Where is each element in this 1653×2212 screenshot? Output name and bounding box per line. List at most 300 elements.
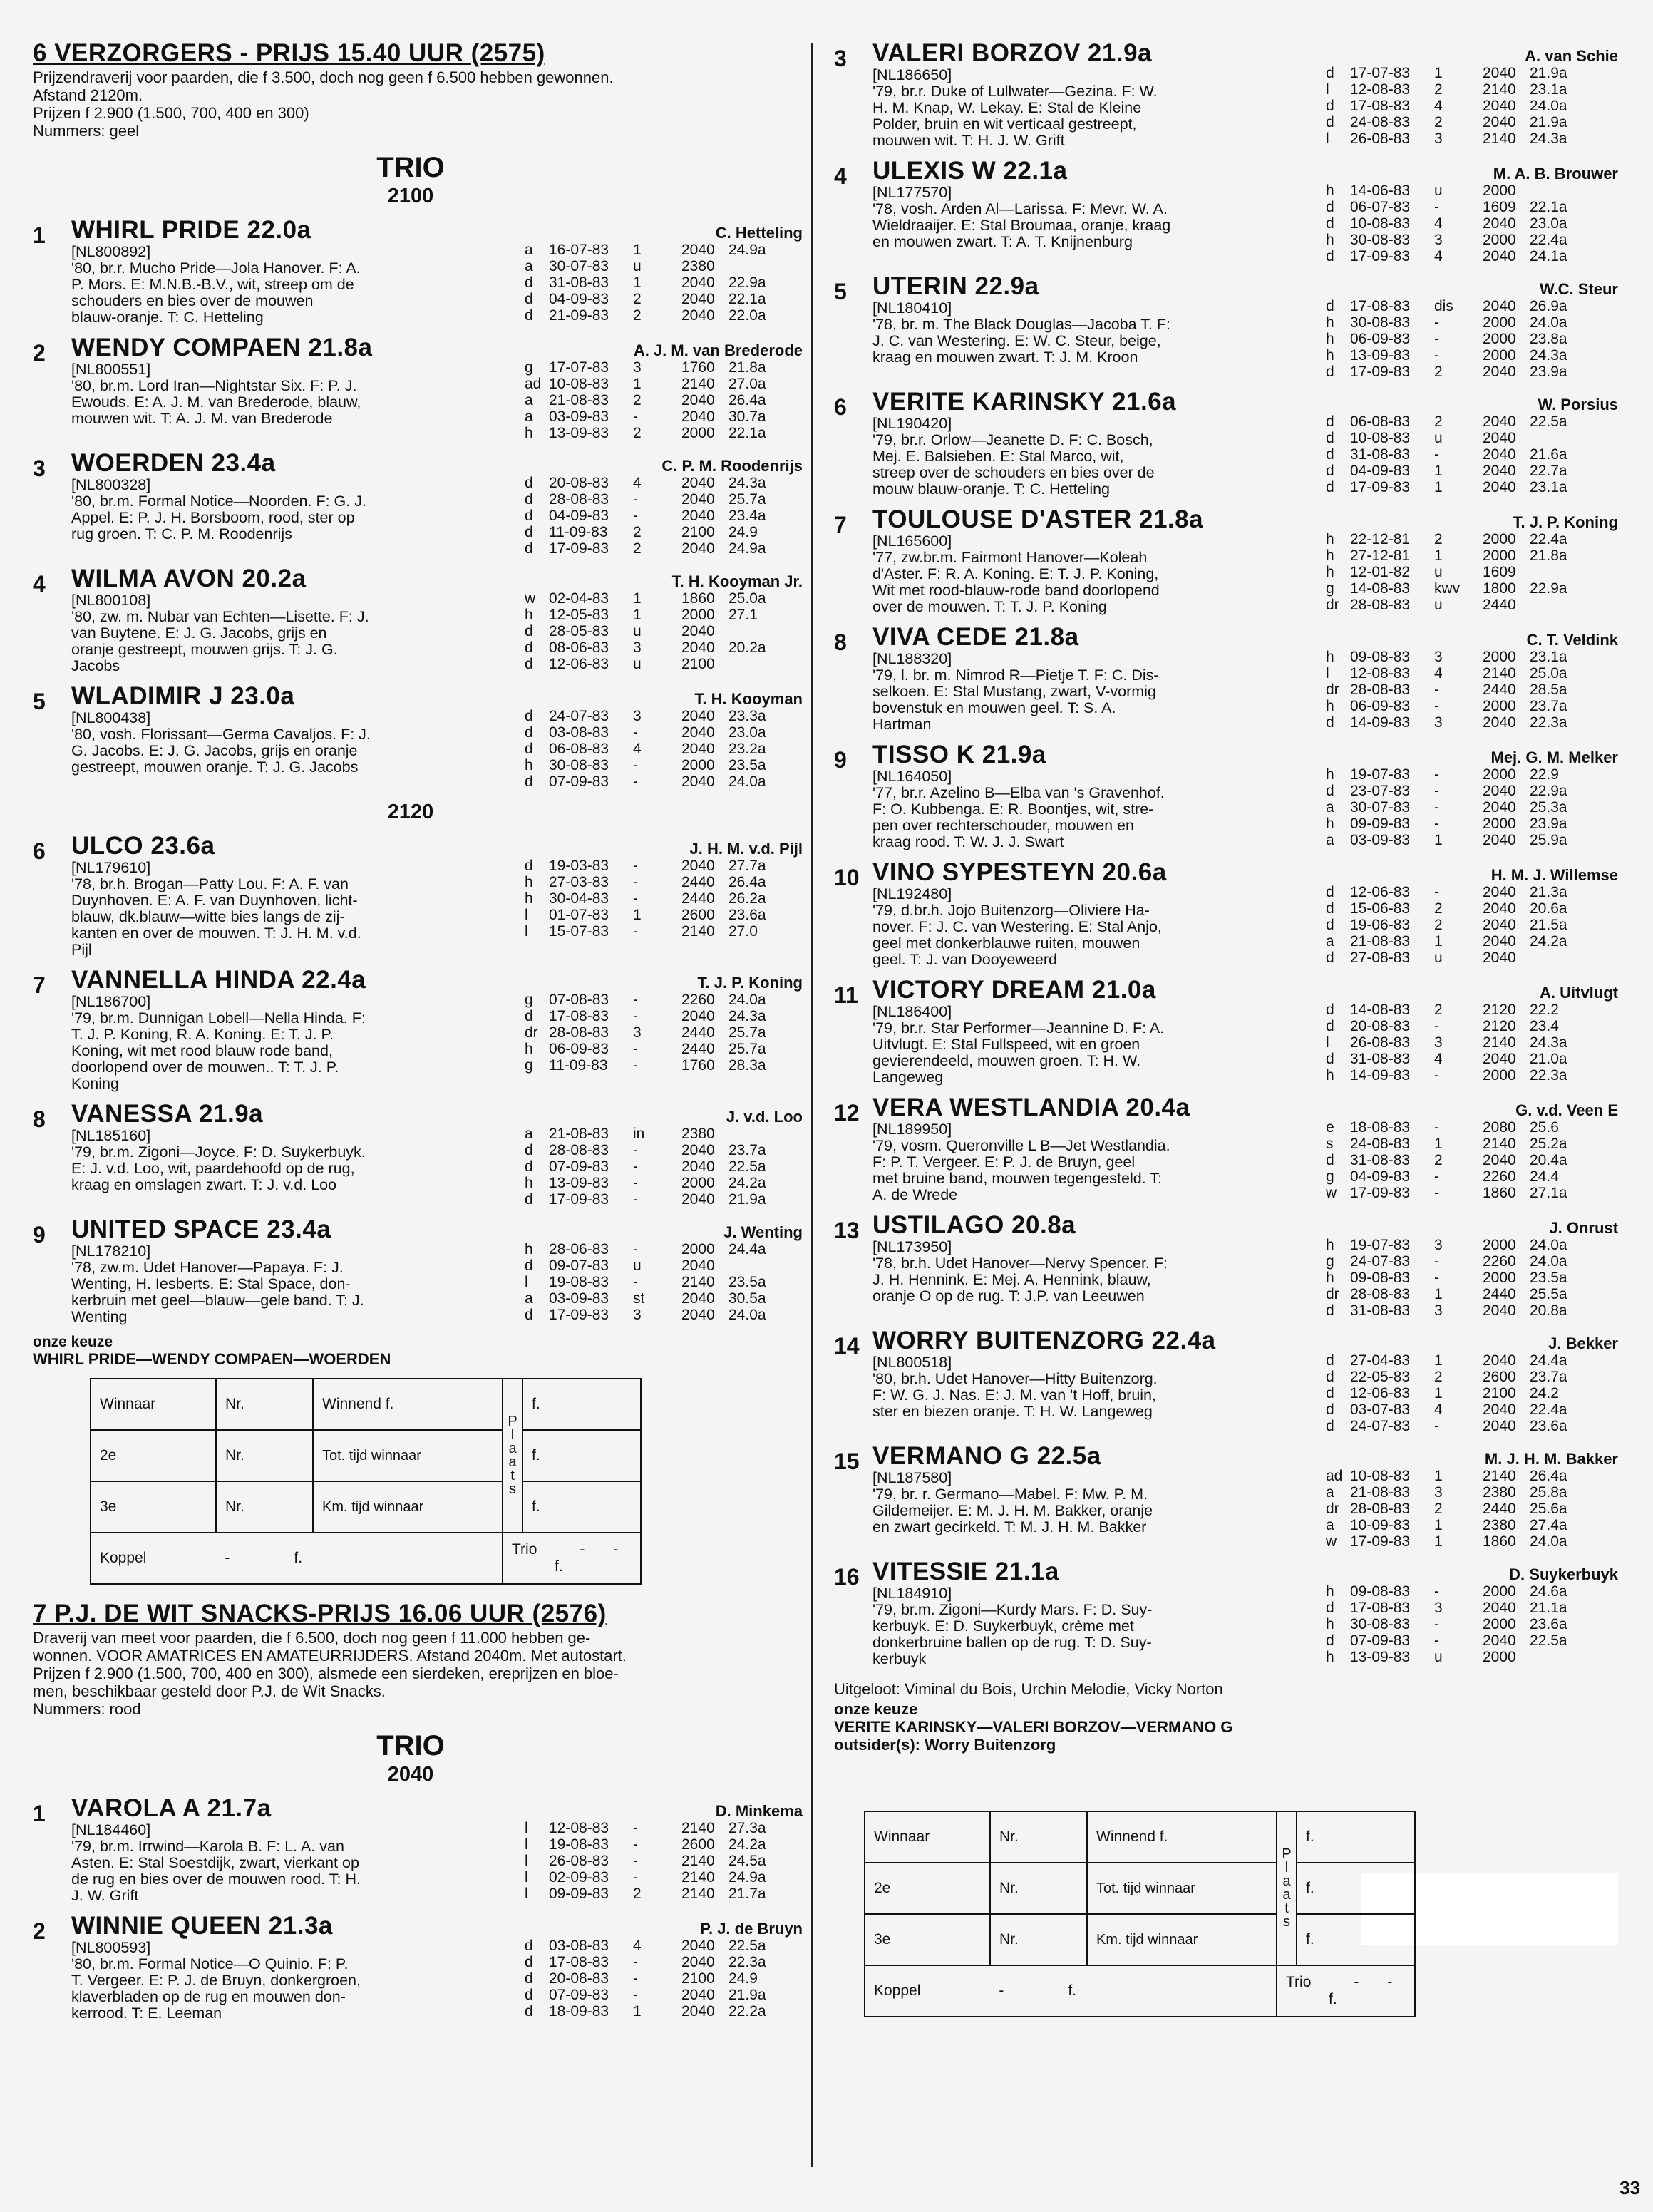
track-code: d [1326, 215, 1334, 232]
horse-detail-line: van Buytene. E: J. G. Jacobs, grijs en [71, 624, 327, 642]
track-code: d [525, 1307, 533, 1323]
track-code: l [1326, 130, 1329, 147]
placing: 4 [1434, 248, 1443, 264]
placing: 1 [633, 376, 642, 392]
km-time: 27.0a [728, 376, 766, 392]
km-time: 23.5a [1530, 1270, 1567, 1286]
second-cell: 2e [91, 1430, 216, 1481]
dash: - [225, 1550, 230, 1566]
horse-detail-line: [NL179610] [71, 859, 151, 876]
result-row [1326, 1385, 1618, 1401]
placing: 1 [1434, 65, 1443, 81]
horse-info [71, 1216, 520, 1325]
km-time: 27.7a [728, 858, 766, 874]
km-time: 21.9a [728, 1987, 766, 2003]
horse-body [71, 334, 803, 441]
horse-name: WHIRL PRIDE 22.0a [71, 216, 311, 244]
track-code: d [1326, 413, 1334, 430]
result-row [525, 1191, 803, 1208]
race-date: 18-09-83 [549, 2003, 609, 2020]
placing: u [1434, 182, 1443, 199]
race-date: 11-09-83 [549, 524, 608, 540]
result-row [525, 475, 803, 491]
horse-driver: C. T. Veldink [1526, 631, 1618, 649]
race-distance: 2100 [681, 656, 715, 672]
horse-body [71, 565, 803, 674]
track-code: d [525, 656, 533, 672]
distance-heading: 2100 [387, 185, 434, 207]
result-row [1326, 413, 1618, 430]
race-date: 01-07-83 [549, 907, 609, 923]
description-line: wonnen. VOOR AMATRICES EN AMATEURRIJDERS. Afstand 2040m. Met autostart. [33, 1647, 627, 1665]
horse-info [71, 833, 520, 958]
horse-body [872, 1327, 1618, 1434]
horse-name: UNITED SPACE 23.4a [71, 1215, 331, 1243]
race-date: 14-06-83 [1350, 182, 1411, 199]
placing: - [1434, 681, 1439, 698]
race-date: 13-09-83 [1350, 347, 1411, 364]
horse-number: 7 [834, 512, 847, 537]
km-time: 24.0a [728, 773, 766, 790]
horse-entry [834, 1327, 1618, 1434]
track-code: l [525, 1853, 528, 1869]
result-row [1326, 130, 1618, 147]
race-distance: 2000 [681, 1241, 715, 1257]
result-row [1326, 347, 1618, 364]
horse-detail-line: [NL186400] [872, 1003, 952, 1020]
race-distance: 2040 [681, 1307, 715, 1323]
uitgeloot-note: Uitgeloot: Viminal du Bois, Urchin Melodie, Vicky Norton [834, 1680, 1223, 1698]
km-time: 23.7a [1530, 1369, 1567, 1385]
keuze-label: onze keuze [33, 1334, 113, 1350]
amount-cell: f. [522, 1430, 641, 1481]
race-date: 30-08-83 [549, 757, 609, 773]
race-date: 24-08-83 [1350, 1136, 1411, 1152]
horse-results [1326, 40, 1618, 149]
race-date: 03-09-83 [1350, 832, 1411, 848]
track-code: d [525, 508, 533, 524]
placing: 2 [633, 540, 642, 557]
dash: - [613, 1541, 619, 1558]
placing: - [1434, 1616, 1439, 1632]
track-code: l [525, 923, 528, 940]
horse-info [872, 977, 1322, 1086]
placing: - [633, 757, 638, 773]
description-line: Prijzendraverij voor paarden, die f 3.500, doch nog geen f 6.500 hebben gewonnen. [33, 68, 614, 86]
result-row [525, 623, 803, 639]
horse-entry [834, 40, 1618, 149]
result-row [1326, 98, 1618, 114]
placing: 2 [1434, 1501, 1443, 1517]
horse-detail-line: P. Mors. E: M.N.B.-B.V., wit, streep om de [71, 276, 354, 293]
horse-entry [33, 967, 803, 1092]
race-date: 10-08-83 [549, 376, 609, 392]
race-date: 10-08-83 [1350, 430, 1411, 446]
horse-body [71, 683, 803, 790]
track-code: d [525, 623, 533, 639]
horse-detail-line: '79, l. br. m. Nimrod R—Pietje T. F: C. Dis- [872, 667, 1159, 684]
horse-detail-line: d'Aster. F: R. A. Koning. E: T. J. P. Koning, [872, 565, 1159, 582]
horse-detail-line: en zwart gecirkeld. T: M. J. H. M. Bakker [872, 1518, 1147, 1535]
horse-detail-line: Uitvlugt. E: Stal Fullspeed, wit en groen [872, 1036, 1140, 1053]
result-row [1326, 1119, 1618, 1136]
race-date: 17-08-83 [1350, 298, 1411, 314]
placing: 2 [1434, 917, 1443, 933]
result-row [525, 741, 803, 757]
plaats-label: P l a a t s [1282, 1846, 1292, 1930]
horse-entry [33, 217, 803, 326]
horse-entry [834, 1443, 1618, 1550]
horse-detail-line: Polder, bruin en wit verticaal gestreept, [872, 115, 1137, 133]
km-time: 22.3a [728, 1954, 766, 1970]
placing: u [633, 1257, 642, 1274]
track-code: d [1326, 1002, 1334, 1018]
result-row [525, 773, 803, 790]
horse-results [1326, 506, 1618, 615]
track-code: d [525, 1158, 533, 1175]
horse-detail-line: '78, vosh. Arden Al—Larissa. F: Mevr. W. A. [872, 200, 1168, 217]
race-distance: 1860 [1483, 1185, 1516, 1201]
horse-number: 3 [834, 46, 847, 71]
placing: - [1434, 1185, 1439, 1201]
horse-number: 16 [834, 1564, 860, 1590]
placing: - [633, 890, 638, 907]
result-row [1326, 314, 1618, 331]
placing: 1 [1434, 547, 1443, 564]
horse-detail-line: nover. F: J. C. van Westering. E: Stal Anjo, [872, 918, 1162, 935]
horse-entry [33, 450, 803, 557]
result-row [1326, 1253, 1618, 1270]
km-time: 24.9 [728, 524, 758, 540]
track-code: h [525, 1241, 533, 1257]
horse-info [872, 1443, 1322, 1550]
race-distance: 2040 [681, 1158, 715, 1175]
result-row [1326, 114, 1618, 130]
horse-number: 2 [33, 1918, 46, 1944]
horse-info [872, 1558, 1322, 1667]
track-code: d [525, 491, 533, 508]
horse-detail-line: '78, br. m. The Black Douglas—Jacoba T. F: [872, 316, 1170, 333]
km-time: 22.9a [1530, 580, 1567, 597]
race-distance: 2040 [681, 408, 715, 425]
result-row [525, 1008, 803, 1024]
km-time: 22.3a [1530, 1067, 1567, 1084]
race-date: 12-08-83 [1350, 81, 1411, 98]
track-code: d [1326, 900, 1334, 917]
horse-detail-line: Appel. E: P. J. H. Borsboom, rood, ster op [71, 509, 355, 526]
placing: - [633, 1970, 638, 1987]
race7-description [33, 1629, 803, 1718]
horse-detail-line: [NL186650] [872, 66, 952, 83]
left-column [33, 40, 803, 2022]
km-time: 23.6a [1530, 1616, 1567, 1632]
race-date: 06-08-83 [1350, 413, 1411, 430]
track-code: d [1326, 463, 1334, 479]
track-code: d [525, 1954, 533, 1970]
track-code: d [525, 1257, 533, 1274]
race-distance: 2000 [1483, 698, 1516, 714]
km-time: 20.8a [1530, 1302, 1567, 1319]
track-code: d [525, 708, 533, 724]
race-distance: 2000 [1483, 649, 1516, 665]
race-date: 20-08-83 [549, 1970, 609, 1987]
result-row [1326, 1401, 1618, 1418]
track-code: a [1326, 1517, 1334, 1533]
race-distance: 2040 [681, 1142, 715, 1158]
horse-number: 5 [33, 689, 46, 714]
placing: - [633, 1142, 638, 1158]
race-date: 02-09-83 [549, 1869, 609, 1886]
result-row [525, 874, 803, 890]
km-time [1530, 1649, 1587, 1665]
km-time: 22.4a [1530, 232, 1567, 248]
placing: - [1434, 1067, 1439, 1084]
horse-detail-line: gestreept, mouwen oranje. T: J. G. Jacobs [71, 758, 359, 776]
horse-detail-line: [NL189950] [872, 1121, 952, 1138]
horse-driver: T. J. P. Koning [697, 974, 803, 992]
placing: 3 [1434, 1484, 1443, 1501]
track-code: e [1326, 1119, 1334, 1136]
race-distance: 2040 [681, 475, 715, 491]
horse-detail-line: [NL165600] [872, 533, 952, 550]
placing: - [1434, 314, 1439, 331]
horse-detail-line: '78, br.h. Brogan—Patty Lou. F: A. F. van [71, 875, 349, 892]
result-row [1326, 531, 1618, 547]
race-distance: 2120 [1483, 1018, 1516, 1034]
horse-name: VIVA CEDE 21.8a [872, 623, 1079, 651]
result-row [525, 1041, 803, 1057]
km-time: 25.7a [728, 1024, 766, 1041]
race-date: 03-08-83 [549, 724, 609, 741]
km-time: 21.6a [1530, 446, 1567, 463]
track-code: dr [1326, 1501, 1339, 1517]
km-time: 22.4a [1530, 1401, 1567, 1418]
km-time: 26.4a [1530, 1468, 1567, 1484]
result-row [1326, 1501, 1618, 1517]
race-distance: 2040 [681, 741, 715, 757]
result-row [525, 1987, 803, 2003]
track-code: d [1326, 65, 1334, 81]
horse-results [525, 1913, 803, 2022]
trio-label: Trio [1286, 1974, 1312, 1990]
track-code: d [525, 307, 533, 324]
placing: 1 [1434, 1352, 1443, 1369]
placing: - [1434, 1632, 1439, 1649]
race-date: 03-07-83 [1350, 1401, 1411, 1418]
km-time: 23.4 [1530, 1018, 1559, 1034]
placing: 2 [633, 307, 642, 324]
bet-form-race6 [90, 1378, 803, 1585]
result-row [1326, 1616, 1618, 1632]
km-time: 26.2a [728, 890, 766, 907]
placing: 3 [633, 639, 642, 656]
race-date: 14-08-83 [1350, 1002, 1411, 1018]
result-row [1326, 1369, 1618, 1385]
race-date: 06-09-83 [1350, 331, 1411, 347]
third-cell: 3e [91, 1481, 216, 1533]
horse-detail-line: [NL800108] [71, 592, 151, 609]
horse-driver: A. Uitvlugt [1540, 984, 1618, 1002]
race-distance: 2040 [681, 508, 715, 524]
race-date: 10-08-83 [1350, 1468, 1411, 1484]
result-row [525, 376, 803, 392]
horse-info [872, 1094, 1322, 1203]
horse-info [872, 624, 1322, 733]
amount-cell: f. [1297, 1811, 1415, 1863]
horse-body [872, 1443, 1618, 1550]
result-row [1326, 1286, 1618, 1302]
horse-detail-line: '79, br.r. Duke of Lullwater—Gezina. F: W. [872, 83, 1158, 100]
placing: - [633, 408, 638, 425]
placing: 4 [633, 1938, 642, 1954]
amount-cell: f. [1297, 1914, 1415, 1965]
horse-entry [33, 1795, 803, 1904]
race-date: 13-09-83 [549, 1175, 609, 1191]
km-time [1530, 182, 1587, 199]
race-date: 07-09-83 [549, 1158, 609, 1175]
race-date: 17-09-83 [1350, 1533, 1411, 1550]
result-row [525, 540, 803, 557]
placing: 2 [633, 425, 642, 441]
horse-name: VANESSA 21.9a [71, 1100, 264, 1128]
race-distance: 2040 [1483, 917, 1516, 933]
horse-detail-line: [NL180410] [872, 299, 952, 317]
result-row [1326, 1034, 1618, 1051]
km-time: 22.2 [1530, 1002, 1559, 1018]
keuze-picks: WHIRL PRIDE—WENDY COMPAEN—WOERDEN [33, 1350, 391, 1368]
track-code: d [525, 475, 533, 491]
track-code: d [525, 2003, 533, 2020]
km-time: 24.2 [1530, 1385, 1559, 1401]
track-code: ad [525, 376, 542, 392]
horse-driver: D. Minkema [715, 1802, 803, 1820]
horse-detail-line: selkoen. E: Stal Mustang, zwart, V-vormig [872, 683, 1156, 700]
placing: 4 [1434, 1401, 1443, 1418]
horse-driver: A. J. M. van Brederode [633, 341, 803, 359]
km-time: 22.7a [1530, 463, 1567, 479]
horse-results [1326, 1558, 1618, 1667]
track-code: g [1326, 1168, 1334, 1185]
race6-groups [33, 184, 803, 1325]
km-time: 22.4a [1530, 531, 1567, 547]
km-time: 30.7a [728, 408, 766, 425]
km-time: 23.6a [728, 907, 766, 923]
placing: 1 [633, 907, 642, 923]
result-row [525, 1057, 803, 1074]
placing: 3 [1434, 130, 1443, 147]
horse-name: VAROLA A 21.7a [71, 1794, 272, 1822]
horse-entry [834, 1558, 1618, 1667]
track-code: h [525, 1041, 533, 1057]
horse-entry [834, 741, 1618, 850]
horse-results [1326, 859, 1618, 968]
km-time: 24.0a [1530, 1253, 1567, 1270]
km-time: 24.2a [1530, 933, 1567, 950]
race-distance: 2040 [681, 623, 715, 639]
result-row [1326, 1237, 1618, 1253]
result-row [1326, 1352, 1618, 1369]
placing: 2 [1434, 364, 1443, 380]
placing: - [1434, 331, 1439, 347]
result-row [1326, 950, 1618, 966]
outsider-note: outsider(s): Worry Buitenzorg [834, 1736, 1056, 1754]
horse-body [71, 967, 803, 1092]
track-code: a [1326, 1484, 1334, 1501]
track-code: d [525, 274, 533, 291]
race-distance: 2040 [681, 491, 715, 508]
race-distance: 2040 [1483, 65, 1516, 81]
horse-results [525, 217, 803, 326]
race-date: 31-08-83 [1350, 446, 1411, 463]
km-time: 24.9a [728, 242, 766, 258]
km-time: 24.6a [1530, 1583, 1567, 1600]
placing: 1 [1434, 463, 1443, 479]
description-line: Draverij van meet voor paarden, die f 6.500, doch nog geen f 11.000 hebben ge- [33, 1629, 591, 1647]
placing: - [633, 1041, 638, 1057]
horse-detail-line: [NL190420] [872, 415, 952, 432]
winnaar-cell: Winnaar [865, 1811, 990, 1863]
race-distance: 2040 [681, 1987, 715, 2003]
horse-body [872, 859, 1618, 968]
race-distance: 2000 [1483, 531, 1516, 547]
race-date: 17-07-83 [1350, 65, 1411, 81]
placing: 1 [633, 590, 642, 607]
race-distance: 2140 [681, 1886, 715, 1902]
horse-driver: P. J. de Bruyn [700, 1920, 803, 1938]
race-date: 31-08-83 [1350, 1051, 1411, 1067]
result-row [525, 656, 803, 672]
track-code: d [1326, 1369, 1334, 1385]
km-time: 24.9 [728, 1970, 758, 1987]
horse-detail-line: T. J. P. Koning, R. A. Koning. E: T. J. P. [71, 1026, 334, 1043]
race-date: 15-07-83 [549, 923, 609, 940]
horse-detail-line: '80, br.m. Formal Notice—Noorden. F: G. J. [71, 493, 366, 510]
horse-info [71, 450, 520, 557]
result-row [525, 1820, 803, 1836]
result-row [1326, 832, 1618, 848]
km-time: 25.3a [1530, 799, 1567, 816]
placing: - [1434, 884, 1439, 900]
placing: - [1434, 766, 1439, 783]
race-distance: 2040 [1483, 832, 1516, 848]
horse-entry [834, 506, 1618, 615]
race-distance: 2040 [681, 1938, 715, 1954]
race-distance: 2040 [681, 1191, 715, 1208]
race-distance: 2140 [681, 923, 715, 940]
km-time [1530, 597, 1587, 613]
race-distance: 2140 [1483, 1468, 1516, 1484]
race-date: 10-09-83 [1350, 1517, 1411, 1533]
race-distance: 2600 [681, 1836, 715, 1853]
amount-cell: f. [1297, 1863, 1415, 1914]
horse-results [525, 565, 803, 674]
track-code: l [1326, 1034, 1329, 1051]
placing: 2 [1434, 1152, 1443, 1168]
horse-detail-line: [NL184910] [872, 1585, 952, 1602]
track-code: dr [1326, 681, 1339, 698]
placing: - [633, 923, 638, 940]
horse-detail-line: Ewouds. E: A. J. M. van Brederode, blauw, [71, 393, 361, 411]
km-time: 30.5a [728, 1290, 766, 1307]
race-distance: 2040 [681, 1954, 715, 1970]
km-time: 24.0a [1530, 1237, 1567, 1253]
horse-number: 13 [834, 1218, 860, 1243]
race-date: 03-09-83 [549, 408, 609, 425]
horse-results [1326, 977, 1618, 1086]
placing: - [1434, 446, 1439, 463]
km-time: 23.3a [728, 708, 766, 724]
race-distance: 2040 [1483, 1401, 1516, 1418]
